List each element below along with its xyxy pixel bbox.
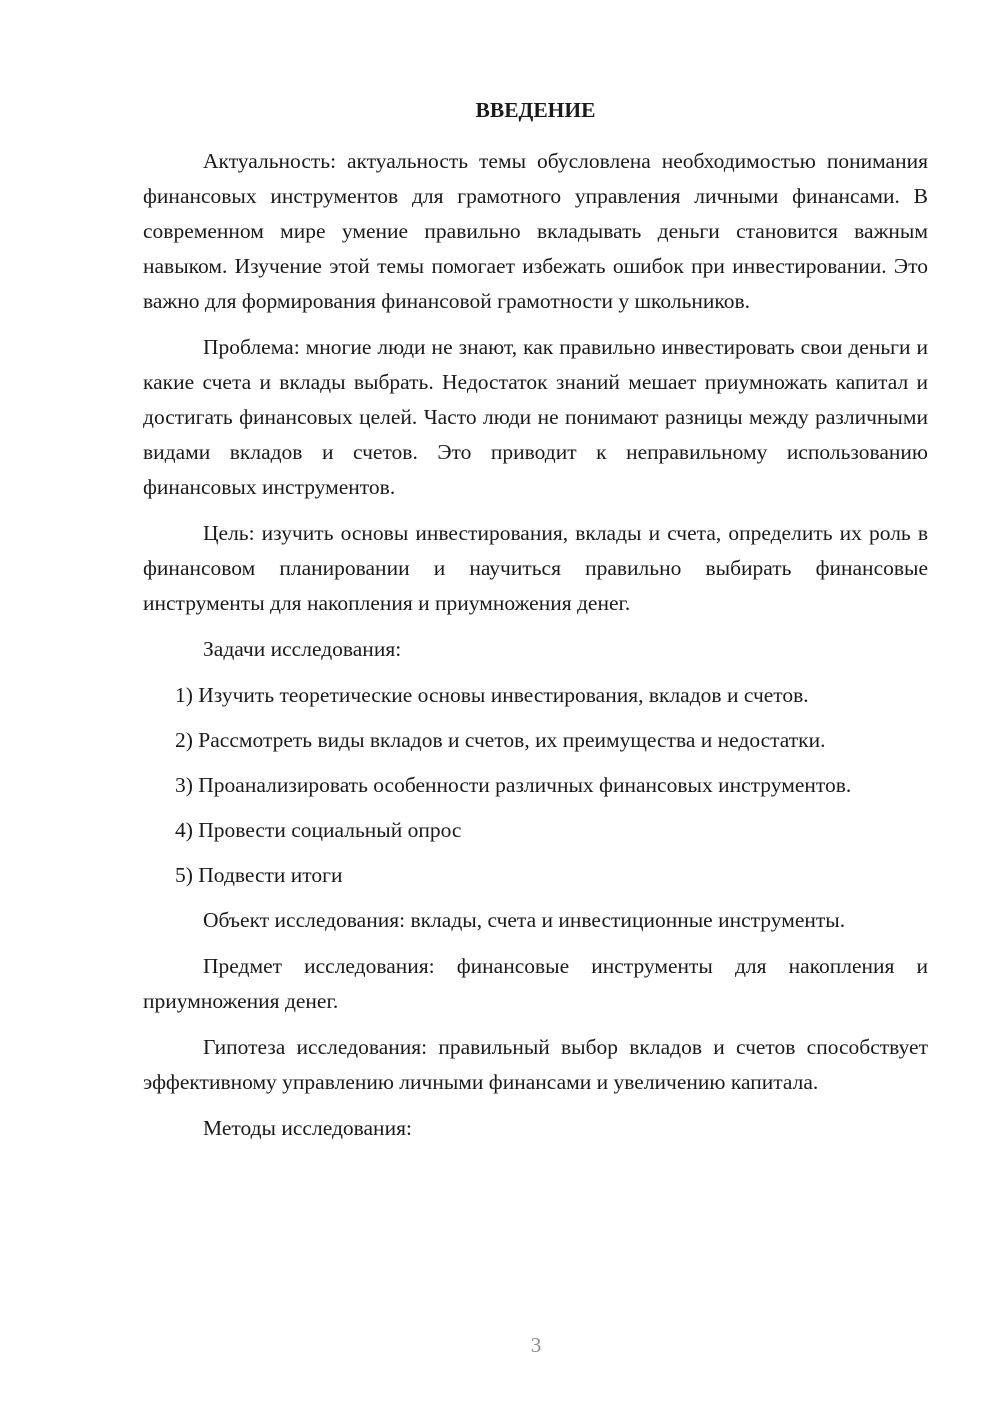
paragraph-hypothesis: Гипотеза исследования: правильный выбор вкладов и счетов способствует эффективному управлению личными финансами и увеличению капитала.	[143, 1035, 928, 1094]
paragraph-subject: Предмет исследования: финансовые инструменты для накопления и приумножения денег.	[143, 954, 928, 1013]
document-page	[143, 95, 928, 1157]
task-item: 1) Изучить теоретические основы инвестирования, вкладов и счетов.	[175, 683, 809, 707]
task-item: 4) Провести социальный опрос	[175, 818, 462, 842]
paragraph-goal: Цель: изучить основы инвестирования, вклады и счета, определить их роль в финансовом планировании и научиться правильно выбирать финансовые инструменты для накопления и приумножения денег.	[143, 521, 928, 615]
page-heading: ВВЕДЕНИЕ	[475, 98, 596, 122]
task-item: 5) Подвести итоги	[175, 863, 343, 887]
task-item: 2) Рассмотреть виды вкладов и счетов, их преимущества и недостатки.	[175, 728, 826, 752]
paragraph-relevance: Актуальность: актуальность темы обусловлена необходимостью понимания финансовых инструментов для грамотного управления личными финансами. В современном мире умение правильно вкладывать деньги становится важным навыком. Изучение этой темы помогает избежать ошибок при инвестировании. Это важно для формирования финансовой грамотности у школьников.	[143, 149, 928, 313]
page-number: 3	[530, 1333, 542, 1357]
paragraph-problem: Проблема: многие люди не знают, как правильно инвестировать свои деньги и какие счета и вклады выбрать. Недостаток знаний мешает приумножать капитал и достигать финансовых целей. Часто люди не понимают разницы между различными видами вкладов и счетов. Это приводит к неправильному использованию финансовых инструментов.	[143, 335, 928, 499]
paragraph-methods: Методы исследования:	[203, 1116, 412, 1140]
paragraph-object: Объект исследования: вклады, счета и инвестиционные инструменты.	[203, 908, 846, 932]
paragraph-tasks-heading: Задачи исследования:	[203, 637, 402, 661]
task-item: 3) Проанализировать особенности различных финансовых инструментов.	[175, 773, 852, 797]
